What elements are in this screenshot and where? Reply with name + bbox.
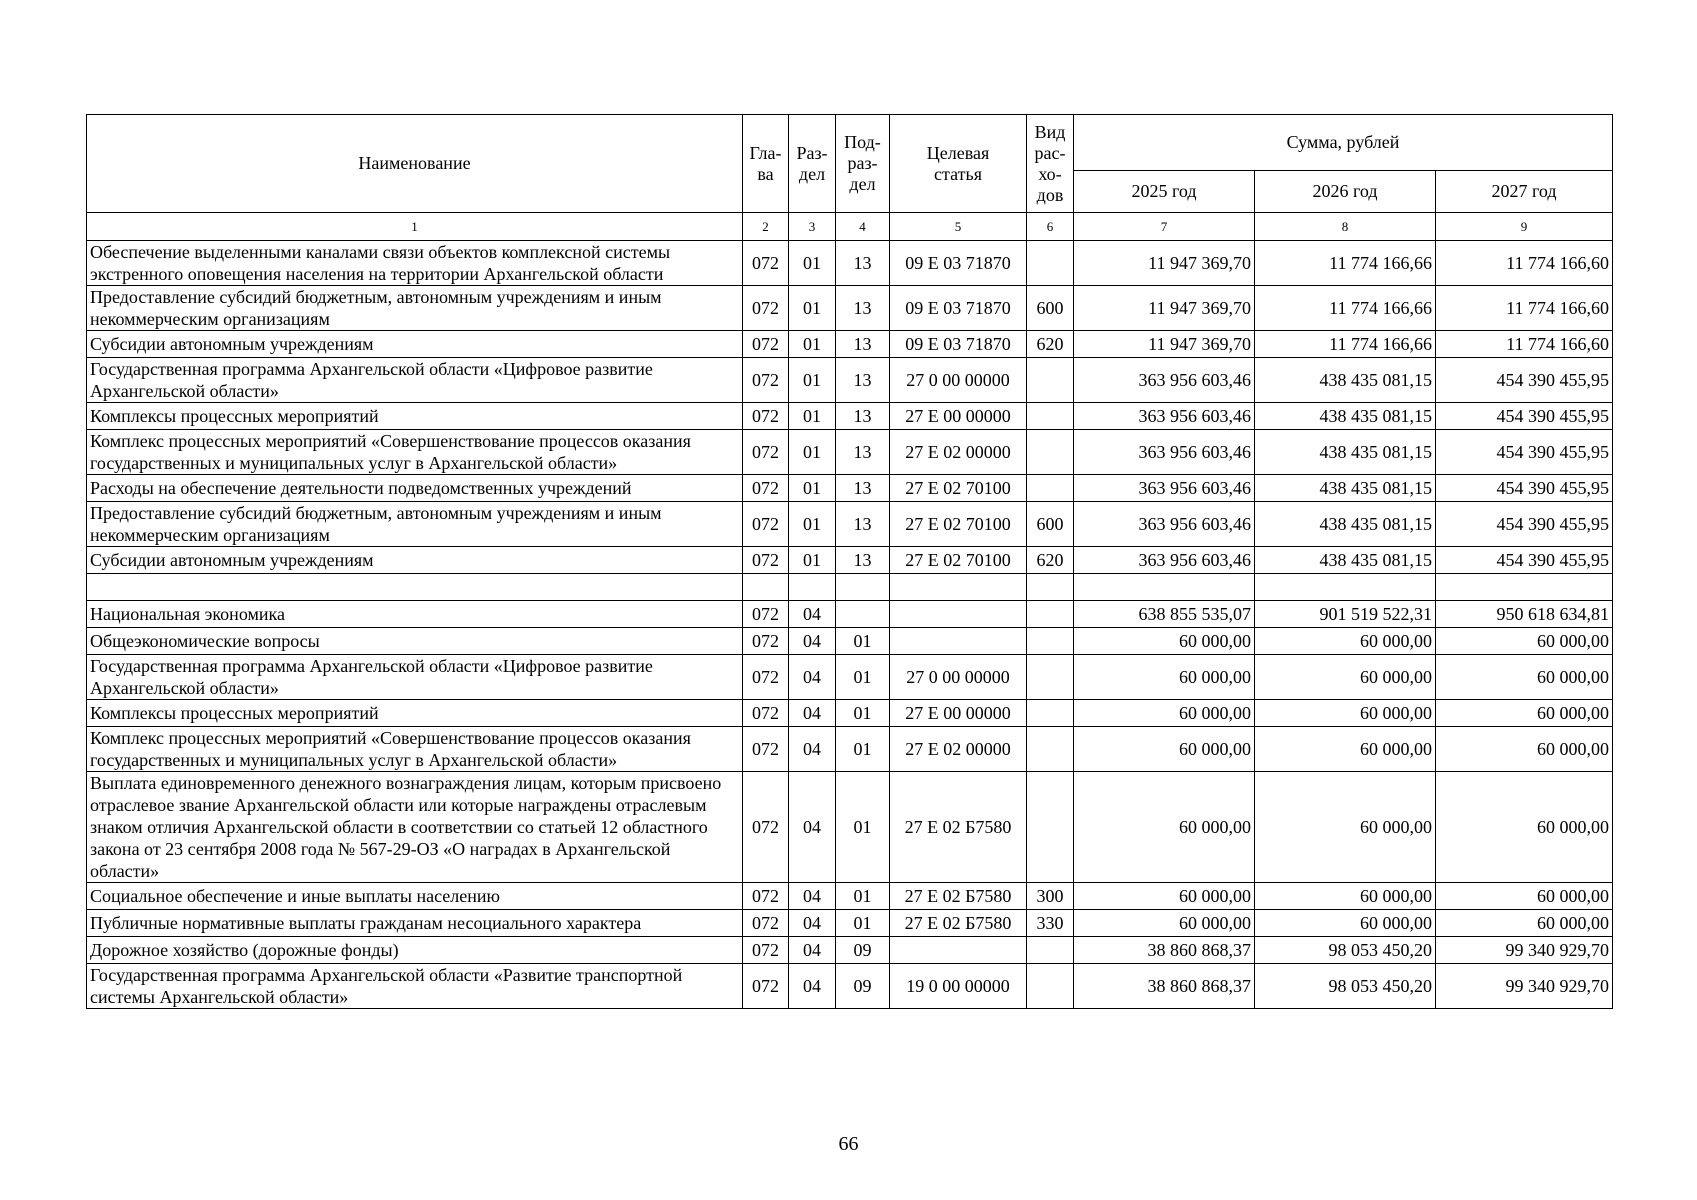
row-name: Субсидии автономным учреждениям (87, 331, 743, 358)
row-section: 01 (789, 241, 836, 286)
header-section (789, 115, 836, 213)
header-target-item-text: Целевая статья (926, 142, 990, 184)
row-chapter: 072 (743, 502, 789, 547)
row-subsection: 01 (836, 910, 890, 937)
row-sum-2027: 454 390 455,95 (1436, 502, 1613, 547)
row-sum-2025: 363 956 603,46 (1074, 502, 1255, 547)
row-subsection: 13 (836, 547, 890, 574)
row-sum-2026: 60 000,00 (1255, 655, 1436, 700)
row-target-item (890, 601, 1027, 628)
row-name: Комплексы процессных мероприятий (87, 403, 743, 430)
row-chapter: 072 (743, 727, 789, 772)
row-sum-2026: 438 435 081,15 (1255, 430, 1436, 475)
row-chapter: 072 (743, 403, 789, 430)
row-sum-2025: 11 947 369,70 (1074, 241, 1255, 286)
row-sum-2026: 11 774 166,66 (1255, 241, 1436, 286)
row-name: Предоставление субсидий бюджетным, автономным учреждениям и иным некоммерческим организациям (87, 502, 743, 547)
row-name: Обеспечение выделенными каналами связи объектов комплексной системы экстренного оповещения населения на территории Архангельской области (87, 241, 743, 286)
row-sum-2026: 438 435 081,15 (1255, 358, 1436, 403)
row-target-item: 19 0 00 00000 (890, 964, 1027, 1009)
row-sum-2027: 454 390 455,95 (1436, 547, 1613, 574)
row-sum-2027: 454 390 455,95 (1436, 475, 1613, 502)
row-name: Расходы на обеспечение деятельности подведомственных учреждений (87, 475, 743, 502)
row-name: Предоставление субсидий бюджетным, автономным учреждениям и иным некоммерческим организациям (87, 286, 743, 331)
row-section: 01 (789, 286, 836, 331)
header-section-text: Раз- дел (796, 142, 828, 184)
row-sum-2026: 438 435 081,15 (1255, 403, 1436, 430)
row-sum-2027 (1436, 574, 1613, 601)
table-row (87, 574, 1613, 601)
row-sum-2027: 60 000,00 (1436, 628, 1613, 655)
header-chapter-text: Гла- ва (749, 142, 782, 184)
row-sum-2027: 11 774 166,60 (1436, 241, 1613, 286)
row-subsection: 01 (836, 883, 890, 910)
row-sum-2026 (1255, 574, 1436, 601)
row-subsection: 01 (836, 655, 890, 700)
row-subsection (836, 601, 890, 628)
row-name (87, 574, 743, 601)
row-subsection: 13 (836, 475, 890, 502)
column-number: 4 (836, 213, 890, 241)
row-sum-2025: 60 000,00 (1074, 727, 1255, 772)
row-sum-2026: 438 435 081,15 (1255, 547, 1436, 574)
row-section: 01 (789, 547, 836, 574)
row-sum-2027: 454 390 455,95 (1436, 358, 1613, 403)
row-section: 04 (789, 727, 836, 772)
header-year-2026: 2026 год (1255, 171, 1436, 213)
row-chapter: 072 (743, 700, 789, 727)
row-target-item: 27 Е 02 70100 (890, 475, 1027, 502)
row-chapter: 072 (743, 358, 789, 403)
row-sum-2027: 99 340 929,70 (1436, 937, 1613, 964)
row-sum-2025: 60 000,00 (1074, 772, 1255, 883)
row-sum-2026: 11 774 166,66 (1255, 331, 1436, 358)
row-target-item: 27 0 00 00000 (890, 358, 1027, 403)
row-target-item (890, 574, 1027, 601)
row-section: 01 (789, 331, 836, 358)
table-row (87, 727, 1613, 772)
table-row (87, 964, 1613, 1009)
budget-table (86, 114, 1613, 1009)
column-number: 6 (1027, 213, 1074, 241)
row-chapter: 072 (743, 910, 789, 937)
table-row (87, 937, 1613, 964)
row-target-item (890, 937, 1027, 964)
row-sum-2025: 60 000,00 (1074, 883, 1255, 910)
row-chapter: 072 (743, 331, 789, 358)
row-expense-type (1027, 403, 1074, 430)
table-row (87, 772, 1613, 883)
row-section: 04 (789, 772, 836, 883)
row-subsection: 13 (836, 430, 890, 475)
row-expense-type: 620 (1027, 331, 1074, 358)
row-name: Национальная экономика (87, 601, 743, 628)
row-expense-type (1027, 574, 1074, 601)
row-section: 04 (789, 910, 836, 937)
row-sum-2026: 438 435 081,15 (1255, 502, 1436, 547)
row-sum-2026: 60 000,00 (1255, 910, 1436, 937)
row-target-item: 27 Е 00 00000 (890, 403, 1027, 430)
row-sum-2027: 454 390 455,95 (1436, 430, 1613, 475)
row-expense-type: 600 (1027, 286, 1074, 331)
row-chapter: 072 (743, 655, 789, 700)
row-expense-type (1027, 700, 1074, 727)
table-row (87, 286, 1613, 331)
page-number: 66 (838, 1133, 859, 1155)
row-target-item: 27 Е 02 00000 (890, 727, 1027, 772)
row-section: 01 (789, 403, 836, 430)
row-expense-type (1027, 475, 1074, 502)
table-row (87, 910, 1613, 937)
row-sum-2027: 950 618 634,81 (1436, 601, 1613, 628)
table-row (87, 883, 1613, 910)
row-sum-2025: 363 956 603,46 (1074, 358, 1255, 403)
column-number: 2 (743, 213, 789, 241)
row-expense-type (1027, 628, 1074, 655)
row-target-item: 09 Е 03 71870 (890, 331, 1027, 358)
row-section: 04 (789, 655, 836, 700)
row-subsection (836, 574, 890, 601)
row-sum-2027: 60 000,00 (1436, 700, 1613, 727)
row-expense-type (1027, 430, 1074, 475)
header-name: Наименование (87, 115, 743, 213)
row-sum-2027: 60 000,00 (1436, 655, 1613, 700)
row-chapter: 072 (743, 430, 789, 475)
row-sum-2027: 99 340 929,70 (1436, 964, 1613, 1009)
row-name: Комплекс процессных мероприятий «Совершенствование процессов оказания государственных и муниципальных услуг в Архангельской области» (87, 430, 743, 475)
row-expense-type: 620 (1027, 547, 1074, 574)
row-name: Выплата единовременного денежного вознаграждения лицам, которым присвоено отраслевое звание Архангельской области или которые награждены отраслевым знаком отличия Архангельской области в соответствии со статьей 12 областного закона от 23 сентября 2008 года № 567-29-ОЗ «О наградах в Архангельской области» (87, 772, 743, 883)
row-expense-type (1027, 772, 1074, 883)
row-name: Комплексы процессных мероприятий (87, 700, 743, 727)
row-chapter: 072 (743, 475, 789, 502)
row-section: 04 (789, 628, 836, 655)
row-target-item: 27 Е 02 70100 (890, 502, 1027, 547)
row-expense-type (1027, 358, 1074, 403)
row-expense-type (1027, 964, 1074, 1009)
row-sum-2025: 363 956 603,46 (1074, 475, 1255, 502)
row-chapter (743, 574, 789, 601)
row-name: Государственная программа Архангельской области «Развитие транспортной системы Архангельской области» (87, 964, 743, 1009)
row-section: 01 (789, 358, 836, 403)
row-expense-type (1027, 655, 1074, 700)
row-section: 01 (789, 502, 836, 547)
table-row (87, 700, 1613, 727)
row-section: 01 (789, 430, 836, 475)
row-subsection: 09 (836, 964, 890, 1009)
row-target-item: 27 Е 02 70100 (890, 547, 1027, 574)
row-section: 01 (789, 475, 836, 502)
row-chapter: 072 (743, 883, 789, 910)
row-target-item: 09 Е 03 71870 (890, 241, 1027, 286)
row-sum-2025: 363 956 603,46 (1074, 547, 1255, 574)
row-chapter: 072 (743, 628, 789, 655)
header-year-2027: 2027 год (1436, 171, 1613, 213)
row-expense-type: 600 (1027, 502, 1074, 547)
row-section: 04 (789, 964, 836, 1009)
row-chapter: 072 (743, 937, 789, 964)
row-expense-type: 330 (1027, 910, 1074, 937)
table-row (87, 628, 1613, 655)
row-sum-2026: 60 000,00 (1255, 772, 1436, 883)
table-row (87, 547, 1613, 574)
table-row (87, 430, 1613, 475)
row-chapter: 072 (743, 286, 789, 331)
row-subsection: 01 (836, 727, 890, 772)
column-number: 1 (87, 213, 743, 241)
header-year-2025: 2025 год (1074, 171, 1255, 213)
row-chapter: 072 (743, 964, 789, 1009)
row-expense-type (1027, 937, 1074, 964)
row-expense-type (1027, 601, 1074, 628)
header-sum: Сумма, рублей (1074, 115, 1613, 171)
header-expense-type-text: Вид рас- хо- дов (1034, 121, 1066, 205)
row-sum-2025: 60 000,00 (1074, 700, 1255, 727)
row-section: 04 (789, 601, 836, 628)
row-chapter: 072 (743, 241, 789, 286)
row-chapter: 072 (743, 772, 789, 883)
row-name: Государственная программа Архангельской области «Цифровое развитие Архангельской области» (87, 655, 743, 700)
row-sum-2025 (1074, 574, 1255, 601)
table-row (87, 331, 1613, 358)
header-expense-type (1027, 115, 1074, 213)
row-subsection: 01 (836, 628, 890, 655)
row-expense-type (1027, 241, 1074, 286)
row-target-item: 27 Е 00 00000 (890, 700, 1027, 727)
row-subsection: 01 (836, 772, 890, 883)
row-sum-2027: 454 390 455,95 (1436, 403, 1613, 430)
row-name: Общеэкономические вопросы (87, 628, 743, 655)
row-expense-type: 300 (1027, 883, 1074, 910)
row-subsection: 13 (836, 403, 890, 430)
column-number: 3 (789, 213, 836, 241)
row-sum-2026: 60 000,00 (1255, 727, 1436, 772)
table-row (87, 475, 1613, 502)
row-section: 04 (789, 883, 836, 910)
table-row (87, 601, 1613, 628)
row-sum-2027: 60 000,00 (1436, 772, 1613, 883)
row-subsection: 13 (836, 331, 890, 358)
row-target-item: 27 Е 02 00000 (890, 430, 1027, 475)
row-subsection: 01 (836, 700, 890, 727)
row-name: Дорожное хозяйство (дорожные фонды) (87, 937, 743, 964)
row-sum-2025: 11 947 369,70 (1074, 331, 1255, 358)
header-subsection-text: Под- раз- дел (844, 132, 881, 194)
row-sum-2025: 38 860 868,37 (1074, 964, 1255, 1009)
column-number: 5 (890, 213, 1027, 241)
table-row (87, 241, 1613, 286)
row-sum-2025: 11 947 369,70 (1074, 286, 1255, 331)
row-name: Субсидии автономным учреждениям (87, 547, 743, 574)
row-sum-2027: 11 774 166,60 (1436, 286, 1613, 331)
row-sum-2027: 60 000,00 (1436, 883, 1613, 910)
row-chapter: 072 (743, 547, 789, 574)
header-chapter (743, 115, 789, 213)
row-target-item (890, 628, 1027, 655)
column-number: 8 (1255, 213, 1436, 241)
table-body (87, 241, 1613, 1009)
row-target-item: 27 Е 02 Б7580 (890, 883, 1027, 910)
header-subsection (836, 115, 890, 213)
row-target-item: 27 Е 02 Б7580 (890, 910, 1027, 937)
row-sum-2026: 60 000,00 (1255, 883, 1436, 910)
row-sum-2025: 60 000,00 (1074, 628, 1255, 655)
row-sum-2025: 38 860 868,37 (1074, 937, 1255, 964)
row-sum-2027: 11 774 166,60 (1436, 331, 1613, 358)
header-target-item (890, 115, 1027, 213)
row-target-item: 27 0 00 00000 (890, 655, 1027, 700)
row-sum-2027: 60 000,00 (1436, 910, 1613, 937)
row-sum-2026: 98 053 450,20 (1255, 937, 1436, 964)
table-row (87, 358, 1613, 403)
row-chapter: 072 (743, 601, 789, 628)
row-section: 04 (789, 700, 836, 727)
row-sum-2025: 638 855 535,07 (1074, 601, 1255, 628)
column-number: 9 (1436, 213, 1613, 241)
row-sum-2025: 363 956 603,46 (1074, 430, 1255, 475)
column-number: 7 (1074, 213, 1255, 241)
table-row (87, 403, 1613, 430)
row-sum-2026: 11 774 166,66 (1255, 286, 1436, 331)
column-number-row (87, 213, 1613, 241)
row-sum-2025: 60 000,00 (1074, 910, 1255, 937)
row-section (789, 574, 836, 601)
row-target-item: 09 Е 03 71870 (890, 286, 1027, 331)
row-subsection: 13 (836, 286, 890, 331)
row-sum-2027: 60 000,00 (1436, 727, 1613, 772)
row-expense-type (1027, 727, 1074, 772)
row-subsection: 13 (836, 502, 890, 547)
row-sum-2025: 60 000,00 (1074, 655, 1255, 700)
row-name: Социальное обеспечение и иные выплаты населению (87, 883, 743, 910)
row-name: Комплекс процессных мероприятий «Совершенствование процессов оказания государственных и муниципальных услуг в Архангельской области» (87, 727, 743, 772)
table-row (87, 655, 1613, 700)
row-sum-2026: 98 053 450,20 (1255, 964, 1436, 1009)
row-sum-2026: 901 519 522,31 (1255, 601, 1436, 628)
row-sum-2026: 60 000,00 (1255, 628, 1436, 655)
row-subsection: 09 (836, 937, 890, 964)
table-row (87, 502, 1613, 547)
row-subsection: 13 (836, 358, 890, 403)
row-name: Государственная программа Архангельской области «Цифровое развитие Архангельской области» (87, 358, 743, 403)
row-sum-2026: 60 000,00 (1255, 700, 1436, 727)
row-sum-2025: 363 956 603,46 (1074, 403, 1255, 430)
row-sum-2026: 438 435 081,15 (1255, 475, 1436, 502)
row-subsection: 13 (836, 241, 890, 286)
row-name: Публичные нормативные выплаты гражданам несоциального характера (87, 910, 743, 937)
row-section: 04 (789, 937, 836, 964)
row-target-item: 27 Е 02 Б7580 (890, 772, 1027, 883)
